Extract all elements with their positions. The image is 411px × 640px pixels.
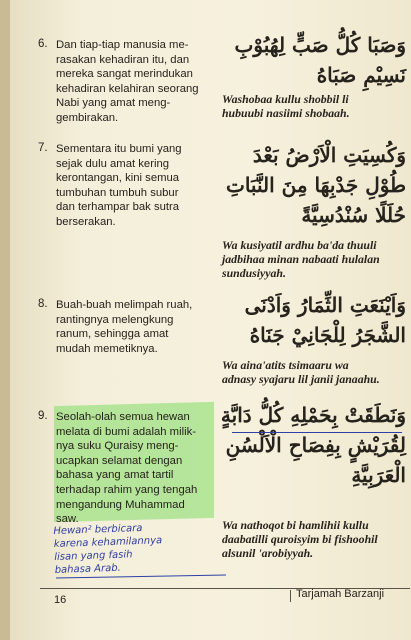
indonesian-translation: Dan tiap-tiap manusia me- rasakan kehadiran itu, dan mereka sangat merindukan kehadiran kelahiran seorang Nabi yang amat meng- gembirakan. — [56, 39, 199, 124]
arabic-text: وَنَطَقَتْ بِحَمْلِهِ كُلُّ دَابَّةٍ لِقُرَيْشٍ بِفِصَاحِ الْاَلْسُنِ الْعَرَبِيَّةِ — [220, 403, 406, 487]
verse-number: 7. — [38, 142, 48, 154]
verse-number: 8. — [38, 298, 48, 310]
verse-number: 6. — [38, 38, 48, 50]
transliteration: Washobaa kullu shobbil li hubuubi nasiimi shobaah. — [222, 92, 350, 121]
pen-underline — [232, 432, 402, 433]
verse-number: 9. — [38, 410, 48, 422]
arabic-text: وَكُسِيَتِ الْاَرْضُ بَعْدَ طُوْلِ جَدْبِهَا مِنَ النَّبَاتِ حُلَلًا سُنْدُسِيَّةً — [226, 143, 406, 227]
arabic-text: وَصَبَا كُلُّ صَبٍّ لِهُبُوْبِ نَسِيْمِ صَبَاهُ — [234, 33, 406, 87]
handwritten-note: Hewan² berbicara karena kehamilannya lisan yang fasih bahasa Arab. — [53, 522, 163, 576]
transliteration: Wa kusiyatil ardhu ba'da thuuli jadbihaa minan nabaati hulalan sundusiyyah. — [222, 238, 380, 281]
arabic-text: وَاَيْنَعَتِ الثِّمَارُ وَاَدْنَى الشَّجَرُ لِلْجَانِيْ جَنَاهُ — [244, 293, 406, 347]
indonesian-translation: Seolah-olah semua hewan melata di bumi adalah milik- nya suku Quraisy meng- ucapkan selamat dengan bahasa yang amat tartil terhadap rahim yang tengah mengandung Muhammad saw. — [56, 411, 198, 526]
transliteration: Wa nathoqot bi hamlihii kullu daabatilli quroisyim bi fishoohil alsunil 'arobiyyah. — [222, 518, 378, 561]
indonesian-translation: Sementara itu bumi yang sejak dulu amat kering kerontangan, kini semua tumbuhan tumbuh subur dan terhampar bak sutra berserakan. — [56, 143, 182, 228]
indonesian-translation: Buah-buah melimpah ruah, rantingnya melengkung ranum, sehingga amat mudah memetiknya. — [56, 299, 193, 355]
page-number: 16 — [54, 594, 67, 606]
transliteration: Wa aina'atits tsimaaru wa adnasy syajaru lil janii janaahu. — [222, 358, 380, 387]
running-title: Tarjamah Barzanji — [296, 588, 385, 600]
